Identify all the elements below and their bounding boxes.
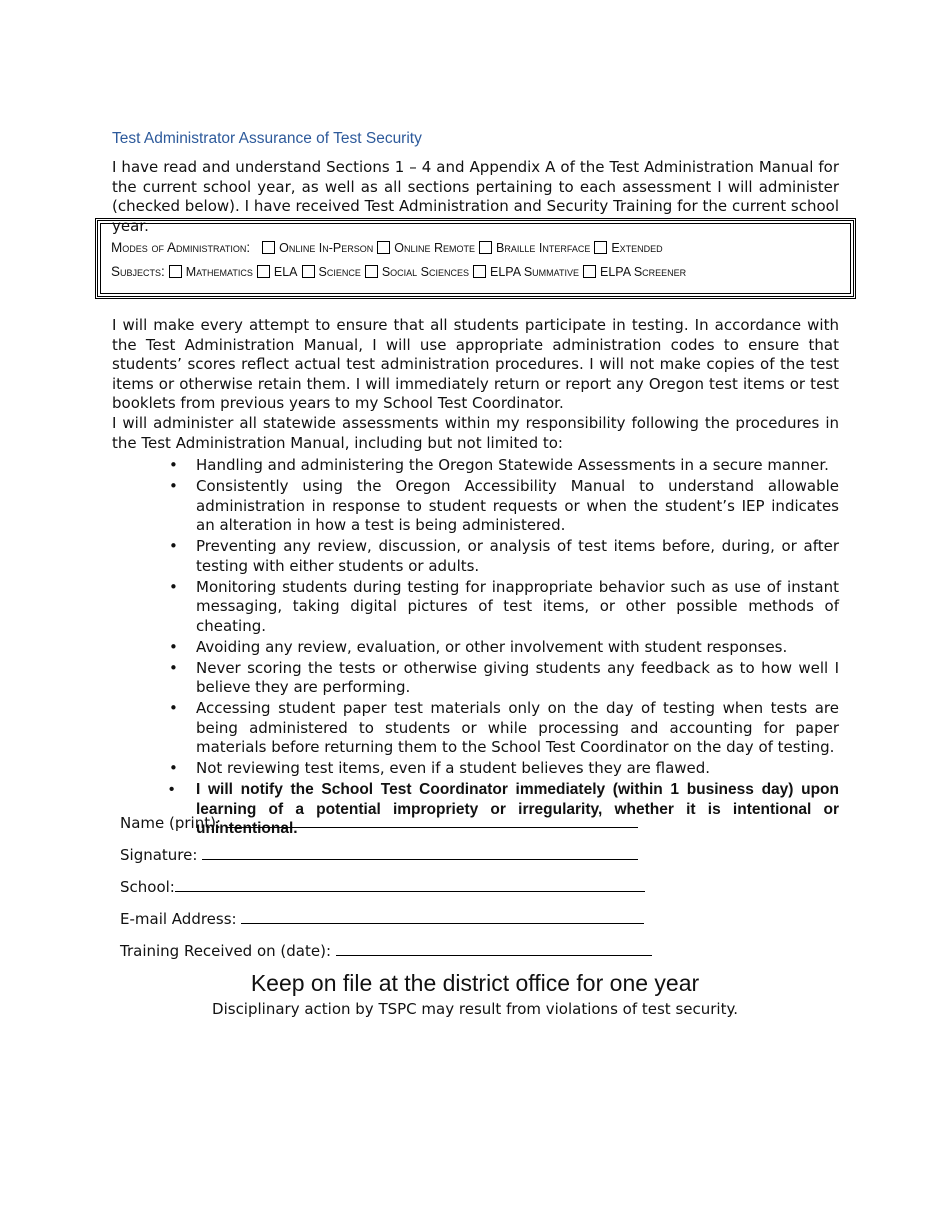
training-line[interactable] — [336, 941, 652, 956]
signature-label: Signature: — [120, 846, 198, 864]
training-label: Training Received on (date): — [120, 942, 332, 960]
checkbox[interactable] — [479, 241, 492, 254]
name-line[interactable] — [226, 813, 638, 828]
list-item: • Not reviewing test items, even if a student believes they are flawed. — [112, 759, 839, 779]
procedures-paragraph: I will administer all statewide assessments within my responsibility following the procedures in the Test Administration Manual, including but not limited to: — [112, 414, 839, 452]
checkbox[interactable] — [594, 241, 607, 254]
name-field[interactable] — [120, 813, 638, 832]
subject-option-elpa-screener[interactable]: ELPA Screener — [583, 265, 686, 279]
administration-options-box — [97, 220, 854, 297]
checkbox[interactable] — [262, 241, 275, 254]
school-label: School: — [120, 878, 175, 896]
email-line[interactable] — [241, 909, 644, 924]
mode-option-online-remote[interactable]: Online Remote — [377, 241, 475, 255]
checkbox[interactable] — [377, 241, 390, 254]
email-field[interactable] — [120, 909, 644, 928]
list-item: • Consistently using the Oregon Accessibility Manual to understand allowable administration in response to student requests or when the student’s IEP indicates an alteration in how a test is being administered. — [112, 477, 839, 536]
signature-field[interactable] — [120, 845, 638, 864]
participation-paragraph: I will make every attempt to ensure that all students participate in testing. In accordance with the Test Administration Manual, I will use appropriate administration codes to ensure that students’ scores reflect actual test administration procedures. I will not make copies of the test items or otherwise retain them. I will immediately return or report any Oregon test items or test booklets from previous years to my School Test Coordinator. — [112, 316, 839, 412]
page-title: Test Administrator Assurance of Test Security — [112, 130, 422, 147]
procedures-list — [112, 456, 839, 840]
subject-option-elpa-summative[interactable]: ELPA Summative — [473, 265, 579, 279]
subjects-label: Subjects: — [111, 264, 165, 279]
email-label: E-mail Address: — [120, 910, 237, 928]
modes-label: Modes of Administration: — [111, 240, 251, 255]
training-date-field[interactable] — [120, 941, 652, 960]
subject-option-science[interactable]: Science — [302, 265, 361, 279]
list-item: • Accessing student paper test materials only on the day of testing when tests are being administered to students or while processing and accounting for paper materials before returning them to the School Test Coordinator on the day of testing. — [112, 699, 839, 758]
checkbox[interactable] — [583, 265, 596, 278]
checkbox[interactable] — [473, 265, 486, 278]
mode-option-online-in-person[interactable]: Online In-Person — [262, 241, 373, 255]
school-field[interactable] — [120, 877, 645, 896]
mode-option-extended[interactable]: Extended — [594, 241, 662, 255]
list-item-notify: • I will notify the School Test Coordinator immediately (within 1 business day) upon learning of a potential impropriety or irregularity, whether it is intentional or unintentional. — [112, 780, 839, 839]
mode-option-braille-interface[interactable]: Braille Interface — [479, 241, 590, 255]
subjects-row — [111, 264, 690, 279]
modes-row — [111, 240, 667, 255]
subject-option-social-sciences[interactable]: Social Sciences — [365, 265, 469, 279]
signature-line[interactable] — [202, 845, 638, 860]
school-line[interactable] — [175, 877, 645, 892]
list-item: • Preventing any review, discussion, or analysis of test items before, during, or after testing with either students or adults. — [112, 537, 839, 576]
subject-option-ela[interactable]: ELA — [257, 265, 298, 279]
intro-paragraph: I have read and understand Sections 1 – 4 and Appendix A of the Test Administration Manual for the current school year, as well as all sections pertaining to each assessment I will administer (checked below). I have received Test Administration and Security Training for the current school year. — [112, 158, 839, 235]
footer-note: Disciplinary action by TSPC may result from violations of test security. — [212, 1000, 738, 1018]
list-item: • Avoiding any review, evaluation, or other involvement with student responses. — [112, 638, 839, 658]
checkbox[interactable] — [169, 265, 182, 278]
checkbox[interactable] — [257, 265, 270, 278]
name-label: Name (print): — [120, 814, 222, 832]
footer-title: Keep on file at the district office for one year — [250, 970, 700, 996]
list-item: • Monitoring students during testing for inappropriate behavior such as use of instant messaging, taking digital pictures of test items, or other possible methods of cheating. — [112, 578, 839, 637]
checkbox[interactable] — [365, 265, 378, 278]
list-item: • Never scoring the tests or otherwise giving students any feedback as to how well I believe they are performing. — [112, 659, 839, 698]
checkbox[interactable] — [302, 265, 315, 278]
list-item: • Handling and administering the Oregon Statewide Assessments in a secure manner. — [112, 456, 839, 476]
subject-option-mathematics[interactable]: Mathematics — [169, 265, 253, 279]
